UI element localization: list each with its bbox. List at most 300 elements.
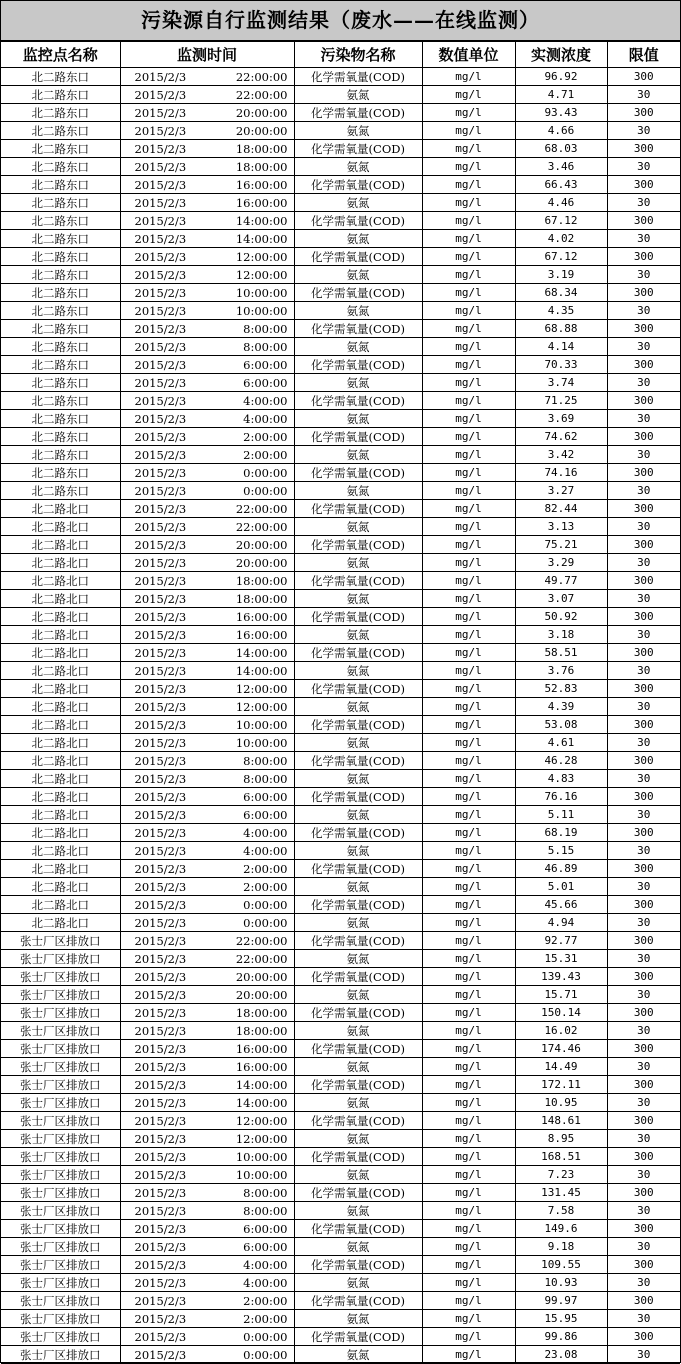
measured-value-cell: 7.58 <box>515 1202 607 1220</box>
datetime-wrap <box>121 1276 294 1290</box>
limit-value-cell: 30 <box>607 698 680 716</box>
site-name-cell: 张士厂区排放口 <box>1 1238 120 1256</box>
table-row <box>1 1292 680 1310</box>
time-text: 20:00:00 <box>235 105 288 120</box>
limit-value-cell: 300 <box>607 356 680 374</box>
limit-value-cell: 30 <box>607 986 680 1004</box>
table-row <box>1 644 680 662</box>
measured-value-cell: 4.35 <box>515 302 607 320</box>
limit-value-cell: 30 <box>607 1238 680 1256</box>
time-text: 10:00:00 <box>235 285 288 300</box>
datetime-wrap <box>121 520 294 534</box>
unit-cell: mg/l <box>422 824 515 842</box>
date-text: 2015/2/3 <box>134 1293 187 1308</box>
limit-value-cell: 300 <box>607 824 680 842</box>
time-text: 12:00:00 <box>235 249 288 264</box>
datetime-cell <box>120 986 294 1004</box>
date-text: 2015/2/3 <box>134 411 187 426</box>
limit-value-cell: 300 <box>607 680 680 698</box>
datetime-cell <box>120 662 294 680</box>
date-text: 2015/2/3 <box>134 285 187 300</box>
time-text: 18:00:00 <box>235 159 288 174</box>
measured-value-cell: 99.86 <box>515 1328 607 1346</box>
time-text: 8:00:00 <box>243 339 288 354</box>
datetime-wrap <box>121 340 294 354</box>
limit-value-cell: 30 <box>607 302 680 320</box>
table-row <box>1 176 680 194</box>
pollutant-cell: 化学需氧量(COD) <box>294 464 422 482</box>
time-text: 16:00:00 <box>235 195 288 210</box>
time-text: 6:00:00 <box>243 375 288 390</box>
datetime-wrap <box>121 466 294 480</box>
date-text: 2015/2/3 <box>134 681 187 696</box>
limit-value-cell: 300 <box>607 1076 680 1094</box>
measured-value-cell: 3.19 <box>515 266 607 284</box>
limit-value-cell: 30 <box>607 158 680 176</box>
limit-value-cell: 30 <box>607 338 680 356</box>
site-name-cell: 张士厂区排放口 <box>1 1184 120 1202</box>
limit-value-cell: 30 <box>607 626 680 644</box>
date-text: 2015/2/3 <box>134 105 187 120</box>
table-row <box>1 1220 680 1238</box>
pollutant-cell: 化学需氧量(COD) <box>294 968 422 986</box>
pollutant-cell: 化学需氧量(COD) <box>294 500 422 518</box>
pollutant-cell: 化学需氧量(COD) <box>294 320 422 338</box>
measured-value-cell: 4.83 <box>515 770 607 788</box>
measured-value-cell: 4.39 <box>515 698 607 716</box>
unit-cell: mg/l <box>422 356 515 374</box>
limit-value-cell: 300 <box>607 104 680 122</box>
datetime-cell <box>120 212 294 230</box>
datetime-cell <box>120 752 294 770</box>
table-row <box>1 230 680 248</box>
time-text: 22:00:00 <box>235 87 288 102</box>
monitoring-table <box>1 41 680 1364</box>
datetime-wrap <box>121 1078 294 1092</box>
time-text: 6:00:00 <box>243 789 288 804</box>
unit-cell: mg/l <box>422 608 515 626</box>
site-name-cell: 张士厂区排放口 <box>1 1202 120 1220</box>
limit-value-cell: 300 <box>607 320 680 338</box>
datetime-wrap <box>121 1150 294 1164</box>
table-row <box>1 986 680 1004</box>
time-text: 4:00:00 <box>243 843 288 858</box>
unit-cell: mg/l <box>422 1094 515 1112</box>
date-text: 2015/2/3 <box>134 771 187 786</box>
table-row <box>1 1256 680 1274</box>
table-row <box>1 212 680 230</box>
limit-value-cell: 300 <box>607 176 680 194</box>
unit-cell: mg/l <box>422 680 515 698</box>
measured-value-cell: 139.43 <box>515 968 607 986</box>
datetime-cell <box>120 554 294 572</box>
limit-value-cell: 30 <box>607 878 680 896</box>
pollutant-cell: 化学需氧量(COD) <box>294 1256 422 1274</box>
time-text: 4:00:00 <box>243 393 288 408</box>
time-text: 0:00:00 <box>243 915 288 930</box>
datetime-cell <box>120 1310 294 1328</box>
measured-value-cell: 76.16 <box>515 788 607 806</box>
unit-cell: mg/l <box>422 338 515 356</box>
site-name-cell: 北二路东口 <box>1 320 120 338</box>
datetime-cell <box>120 572 294 590</box>
time-text: 18:00:00 <box>235 591 288 606</box>
datetime-cell <box>120 374 294 392</box>
datetime-wrap <box>121 826 294 840</box>
table-row <box>1 824 680 842</box>
datetime-wrap <box>121 1114 294 1128</box>
datetime-cell <box>120 806 294 824</box>
measured-value-cell: 46.28 <box>515 752 607 770</box>
date-text: 2015/2/3 <box>134 1059 187 1074</box>
table-row <box>1 158 680 176</box>
unit-cell: mg/l <box>422 392 515 410</box>
table-row <box>1 374 680 392</box>
date-text: 2015/2/3 <box>134 861 187 876</box>
unit-cell: mg/l <box>422 518 515 536</box>
datetime-cell <box>120 788 294 806</box>
datetime-cell <box>120 968 294 986</box>
time-text: 2:00:00 <box>243 447 288 462</box>
table-row <box>1 410 680 428</box>
date-text: 2015/2/3 <box>134 393 187 408</box>
time-text: 18:00:00 <box>235 1023 288 1038</box>
datetime-wrap <box>121 142 294 156</box>
time-text: 0:00:00 <box>243 465 288 480</box>
site-name-cell: 北二路北口 <box>1 806 120 824</box>
datetime-wrap <box>121 358 294 372</box>
table-row <box>1 482 680 500</box>
date-text: 2015/2/3 <box>134 123 187 138</box>
datetime-wrap <box>121 1348 294 1362</box>
limit-value-cell: 30 <box>607 1058 680 1076</box>
table-row <box>1 392 680 410</box>
site-name-cell: 张士厂区排放口 <box>1 1166 120 1184</box>
time-text: 14:00:00 <box>235 213 288 228</box>
table-row <box>1 1346 680 1364</box>
datetime-wrap <box>121 196 294 210</box>
datetime-cell <box>120 680 294 698</box>
measured-value-cell: 149.6 <box>515 1220 607 1238</box>
time-text: 10:00:00 <box>235 1149 288 1164</box>
limit-value-cell: 300 <box>607 1328 680 1346</box>
unit-cell: mg/l <box>422 644 515 662</box>
site-name-cell: 北二路北口 <box>1 572 120 590</box>
datetime-wrap <box>121 808 294 822</box>
table-row <box>1 554 680 572</box>
datetime-wrap <box>121 592 294 606</box>
site-name-cell: 北二路北口 <box>1 626 120 644</box>
datetime-wrap <box>121 394 294 408</box>
site-name-cell: 张士厂区排放口 <box>1 1112 120 1130</box>
measured-value-cell: 67.12 <box>515 248 607 266</box>
datetime-cell <box>120 428 294 446</box>
unit-cell: mg/l <box>422 1310 515 1328</box>
col-header-unit: 数值单位 <box>422 42 515 68</box>
measured-value-cell: 67.12 <box>515 212 607 230</box>
table-row <box>1 860 680 878</box>
limit-value-cell: 300 <box>607 248 680 266</box>
datetime-wrap <box>121 124 294 138</box>
table-row <box>1 752 680 770</box>
time-text: 8:00:00 <box>243 321 288 336</box>
date-text: 2015/2/3 <box>134 897 187 912</box>
datetime-wrap <box>121 1258 294 1272</box>
limit-value-cell: 300 <box>607 428 680 446</box>
pollutant-cell: 氨氮 <box>294 1202 422 1220</box>
measured-value-cell: 15.71 <box>515 986 607 1004</box>
site-name-cell: 北二路东口 <box>1 68 120 86</box>
measured-value-cell: 46.89 <box>515 860 607 878</box>
date-text: 2015/2/3 <box>134 1023 187 1038</box>
unit-cell: mg/l <box>422 482 515 500</box>
unit-cell: mg/l <box>422 806 515 824</box>
datetime-wrap <box>121 610 294 624</box>
table-row <box>1 1076 680 1094</box>
datetime-wrap <box>121 538 294 552</box>
pollutant-cell: 化学需氧量(COD) <box>294 716 422 734</box>
table-row <box>1 1112 680 1130</box>
limit-value-cell: 300 <box>607 68 680 86</box>
unit-cell: mg/l <box>422 1166 515 1184</box>
pollutant-cell: 化学需氧量(COD) <box>294 176 422 194</box>
measured-value-cell: 4.14 <box>515 338 607 356</box>
measured-value-cell: 4.71 <box>515 86 607 104</box>
datetime-wrap <box>121 988 294 1002</box>
unit-cell: mg/l <box>422 1256 515 1274</box>
datetime-wrap <box>121 88 294 102</box>
site-name-cell: 张士厂区排放口 <box>1 1130 120 1148</box>
unit-cell: mg/l <box>422 86 515 104</box>
pollutant-cell: 氨氮 <box>294 734 422 752</box>
measured-value-cell: 53.08 <box>515 716 607 734</box>
date-text: 2015/2/3 <box>134 1167 187 1182</box>
site-name-cell: 张士厂区排放口 <box>1 1004 120 1022</box>
measured-value-cell: 5.11 <box>515 806 607 824</box>
limit-value-cell: 30 <box>607 770 680 788</box>
unit-cell: mg/l <box>422 1148 515 1166</box>
unit-cell: mg/l <box>422 554 515 572</box>
site-name-cell: 北二路北口 <box>1 662 120 680</box>
datetime-wrap <box>121 70 294 84</box>
datetime-cell <box>120 338 294 356</box>
table-row <box>1 1238 680 1256</box>
table-row <box>1 194 680 212</box>
pollutant-cell: 化学需氧量(COD) <box>294 1148 422 1166</box>
site-name-cell: 北二路北口 <box>1 680 120 698</box>
date-text: 2015/2/3 <box>134 1203 187 1218</box>
site-name-cell: 北二路东口 <box>1 446 120 464</box>
date-text: 2015/2/3 <box>134 1347 187 1362</box>
limit-value-cell: 300 <box>607 536 680 554</box>
site-name-cell: 北二路北口 <box>1 788 120 806</box>
table-row <box>1 1058 680 1076</box>
unit-cell: mg/l <box>422 698 515 716</box>
site-name-cell: 北二路东口 <box>1 104 120 122</box>
site-name-cell: 北二路北口 <box>1 860 120 878</box>
time-text: 6:00:00 <box>243 1239 288 1254</box>
unit-cell: mg/l <box>422 410 515 428</box>
measured-value-cell: 109.55 <box>515 1256 607 1274</box>
table-row <box>1 1130 680 1148</box>
time-text: 12:00:00 <box>235 1113 288 1128</box>
datetime-wrap <box>121 178 294 192</box>
unit-cell: mg/l <box>422 1202 515 1220</box>
measured-value-cell: 45.66 <box>515 896 607 914</box>
datetime-cell <box>120 1328 294 1346</box>
pollutant-cell: 化学需氧量(COD) <box>294 680 422 698</box>
site-name-cell: 张士厂区排放口 <box>1 986 120 1004</box>
datetime-cell <box>120 446 294 464</box>
datetime-wrap <box>121 106 294 120</box>
table-row <box>1 68 680 86</box>
time-text: 14:00:00 <box>235 1077 288 1092</box>
date-text: 2015/2/3 <box>134 591 187 606</box>
site-name-cell: 北二路北口 <box>1 698 120 716</box>
limit-value-cell: 30 <box>607 734 680 752</box>
site-name-cell: 张士厂区排放口 <box>1 1022 120 1040</box>
datetime-cell <box>120 1076 294 1094</box>
datetime-wrap <box>121 844 294 858</box>
date-text: 2015/2/3 <box>134 69 187 84</box>
pollutant-cell: 氨氮 <box>294 914 422 932</box>
datetime-wrap <box>121 214 294 228</box>
pollutant-cell: 化学需氧量(COD) <box>294 248 422 266</box>
time-text: 8:00:00 <box>243 1185 288 1200</box>
measured-value-cell: 96.92 <box>515 68 607 86</box>
datetime-cell <box>120 734 294 752</box>
date-text: 2015/2/3 <box>134 825 187 840</box>
pollutant-cell: 化学需氧量(COD) <box>294 1328 422 1346</box>
time-text: 8:00:00 <box>243 753 288 768</box>
time-text: 22:00:00 <box>235 951 288 966</box>
date-text: 2015/2/3 <box>134 321 187 336</box>
site-name-cell: 北二路北口 <box>1 554 120 572</box>
pollutant-cell: 氨氮 <box>294 590 422 608</box>
measured-value-cell: 3.27 <box>515 482 607 500</box>
time-text: 4:00:00 <box>243 411 288 426</box>
limit-value-cell: 300 <box>607 896 680 914</box>
date-text: 2015/2/3 <box>134 915 187 930</box>
unit-cell: mg/l <box>422 662 515 680</box>
limit-value-cell: 30 <box>607 1274 680 1292</box>
measured-value-cell: 148.61 <box>515 1112 607 1130</box>
pollutant-cell: 氨氮 <box>294 626 422 644</box>
site-name-cell: 北二路北口 <box>1 644 120 662</box>
date-text: 2015/2/3 <box>134 465 187 480</box>
datetime-wrap <box>121 268 294 282</box>
table-row <box>1 590 680 608</box>
unit-cell: mg/l <box>422 1076 515 1094</box>
time-text: 18:00:00 <box>235 573 288 588</box>
measured-value-cell: 52.83 <box>515 680 607 698</box>
unit-cell: mg/l <box>422 968 515 986</box>
site-name-cell: 张士厂区排放口 <box>1 1094 120 1112</box>
datetime-wrap <box>121 646 294 660</box>
limit-value-cell: 30 <box>607 410 680 428</box>
measured-value-cell: 3.74 <box>515 374 607 392</box>
date-text: 2015/2/3 <box>134 1005 187 1020</box>
table-row <box>1 1022 680 1040</box>
table-row <box>1 716 680 734</box>
unit-cell: mg/l <box>422 860 515 878</box>
unit-cell: mg/l <box>422 716 515 734</box>
measured-value-cell: 4.66 <box>515 122 607 140</box>
date-text: 2015/2/3 <box>134 1113 187 1128</box>
pollutant-cell: 氨氮 <box>294 194 422 212</box>
site-name-cell: 北二路东口 <box>1 230 120 248</box>
time-text: 4:00:00 <box>243 1275 288 1290</box>
site-name-cell: 北二路东口 <box>1 338 120 356</box>
datetime-cell <box>120 1148 294 1166</box>
pollutant-cell: 氨氮 <box>294 482 422 500</box>
limit-value-cell: 300 <box>607 1184 680 1202</box>
time-text: 2:00:00 <box>243 861 288 876</box>
unit-cell: mg/l <box>422 446 515 464</box>
datetime-cell <box>120 194 294 212</box>
date-text: 2015/2/3 <box>134 519 187 534</box>
time-text: 0:00:00 <box>243 483 288 498</box>
datetime-cell <box>120 518 294 536</box>
limit-value-cell: 30 <box>607 662 680 680</box>
date-text: 2015/2/3 <box>134 735 187 750</box>
datetime-wrap <box>121 736 294 750</box>
measured-value-cell: 14.49 <box>515 1058 607 1076</box>
unit-cell: mg/l <box>422 428 515 446</box>
unit-cell: mg/l <box>422 500 515 518</box>
unit-cell: mg/l <box>422 878 515 896</box>
date-text: 2015/2/3 <box>134 339 187 354</box>
time-text: 10:00:00 <box>235 735 288 750</box>
datetime-cell <box>120 932 294 950</box>
datetime-cell <box>120 284 294 302</box>
measured-value-cell: 70.33 <box>515 356 607 374</box>
date-text: 2015/2/3 <box>134 753 187 768</box>
measured-value-cell: 10.93 <box>515 1274 607 1292</box>
time-text: 6:00:00 <box>243 1221 288 1236</box>
measured-value-cell: 8.95 <box>515 1130 607 1148</box>
measured-value-cell: 150.14 <box>515 1004 607 1022</box>
measured-value-cell: 174.46 <box>515 1040 607 1058</box>
site-name-cell: 北二路东口 <box>1 356 120 374</box>
pollutant-cell: 氨氮 <box>294 950 422 968</box>
pollutant-cell: 化学需氧量(COD) <box>294 536 422 554</box>
unit-cell: mg/l <box>422 374 515 392</box>
table-row <box>1 320 680 338</box>
unit-cell: mg/l <box>422 1328 515 1346</box>
pollutant-cell: 氨氮 <box>294 230 422 248</box>
pollutant-cell: 化学需氧量(COD) <box>294 68 422 86</box>
unit-cell: mg/l <box>422 122 515 140</box>
site-name-cell: 张士厂区排放口 <box>1 1076 120 1094</box>
table-row <box>1 626 680 644</box>
pollutant-cell: 化学需氧量(COD) <box>294 572 422 590</box>
measured-value-cell: 3.46 <box>515 158 607 176</box>
time-text: 10:00:00 <box>235 717 288 732</box>
table-row <box>1 1166 680 1184</box>
datetime-cell <box>120 356 294 374</box>
date-text: 2015/2/3 <box>134 1239 187 1254</box>
pollutant-cell: 氨氮 <box>294 86 422 104</box>
datetime-wrap <box>121 232 294 246</box>
pollutant-cell: 氨氮 <box>294 338 422 356</box>
datetime-cell <box>120 716 294 734</box>
table-row <box>1 1040 680 1058</box>
table-row <box>1 518 680 536</box>
limit-value-cell: 300 <box>607 932 680 950</box>
unit-cell: mg/l <box>422 734 515 752</box>
datetime-cell <box>120 590 294 608</box>
